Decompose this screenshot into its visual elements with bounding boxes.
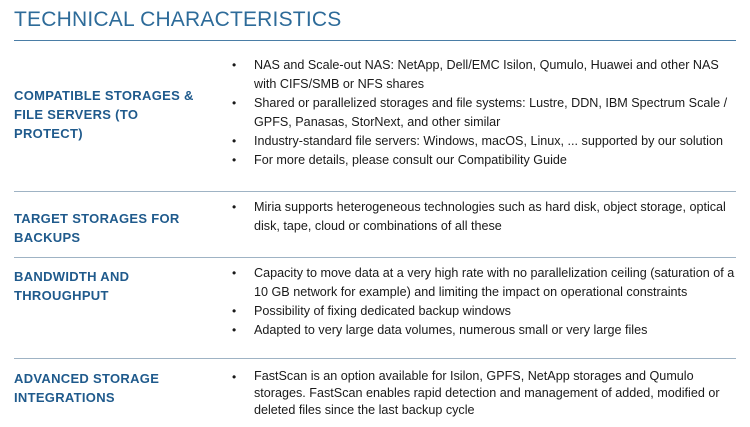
bullet-icon: •: [232, 370, 237, 384]
bullet-icon: •: [232, 58, 237, 72]
list-item: • Miria supports heterogeneous technologies such as hard disk, object storage, optical disk, tape, cloud or combinations of all these: [232, 200, 726, 233]
list-item: • For more details, please consult our Compatibility Guide: [236, 151, 736, 170]
bullet-icon: •: [232, 266, 237, 280]
spec-row-advanced-integrations: [14, 358, 736, 424]
bullet-list: [232, 368, 736, 419]
row-label: ADVANCED STORAGE INTEGRATIONS: [14, 371, 160, 405]
bullet-list: [232, 264, 736, 340]
bullet-list: [232, 56, 736, 170]
row-label: BANDWIDTH AND THROUGHPUT: [14, 269, 130, 303]
page-title: TECHNICAL CHARACTERISTICS: [14, 8, 342, 31]
bullet-icon: •: [232, 304, 237, 318]
bullet-icon: •: [232, 96, 237, 110]
list-item: • Shared or parallelized storages and file systems: Lustre, DDN, IBM Spectrum Scale / GPFS, Panasas, StorNext, and other similar: [232, 96, 728, 129]
list-item: • Possibility of fixing dedicated backup windows: [236, 302, 736, 321]
spec-row-bandwidth: [14, 257, 736, 359]
list-item: • NAS and Scale-out NAS: NetApp, Dell/EMC Isilon, Qumulo, Huawei and other NAS with CIFS/SMB or NFS shares: [232, 58, 719, 91]
spec-row-compatible-storages: [14, 52, 736, 192]
bullet-icon: •: [232, 153, 237, 167]
bullet-icon: •: [232, 134, 237, 148]
row-label: TARGET STORAGES FOR BACKUPS: [14, 211, 180, 245]
list-item: • FastScan is an option available for Isilon, GPFS, NetApp storages and Qumulo storages. FastScan enables rapid detection and management of added, modified or deleted files since the last backup cycle: [232, 369, 720, 417]
list-item: • Capacity to move data at a very high rate with no parallelization ceiling (saturation of a 10 GB network for example) and limiting the impact on operational constraints: [232, 266, 735, 299]
bullet-list: [232, 198, 736, 236]
bullet-icon: •: [232, 200, 237, 214]
list-item: • Industry-standard file servers: Windows, macOS, Linux, ... supported by our solution: [236, 132, 736, 151]
bullet-icon: •: [232, 323, 237, 337]
title-divider: [14, 40, 736, 41]
row-label: COMPATIBLE STORAGES & FILE SERVERS (TO PROTECT): [14, 88, 194, 141]
list-item: • Adapted to very large data volumes, numerous small or very large files: [236, 321, 736, 340]
spec-row-target-storages: [14, 191, 736, 258]
